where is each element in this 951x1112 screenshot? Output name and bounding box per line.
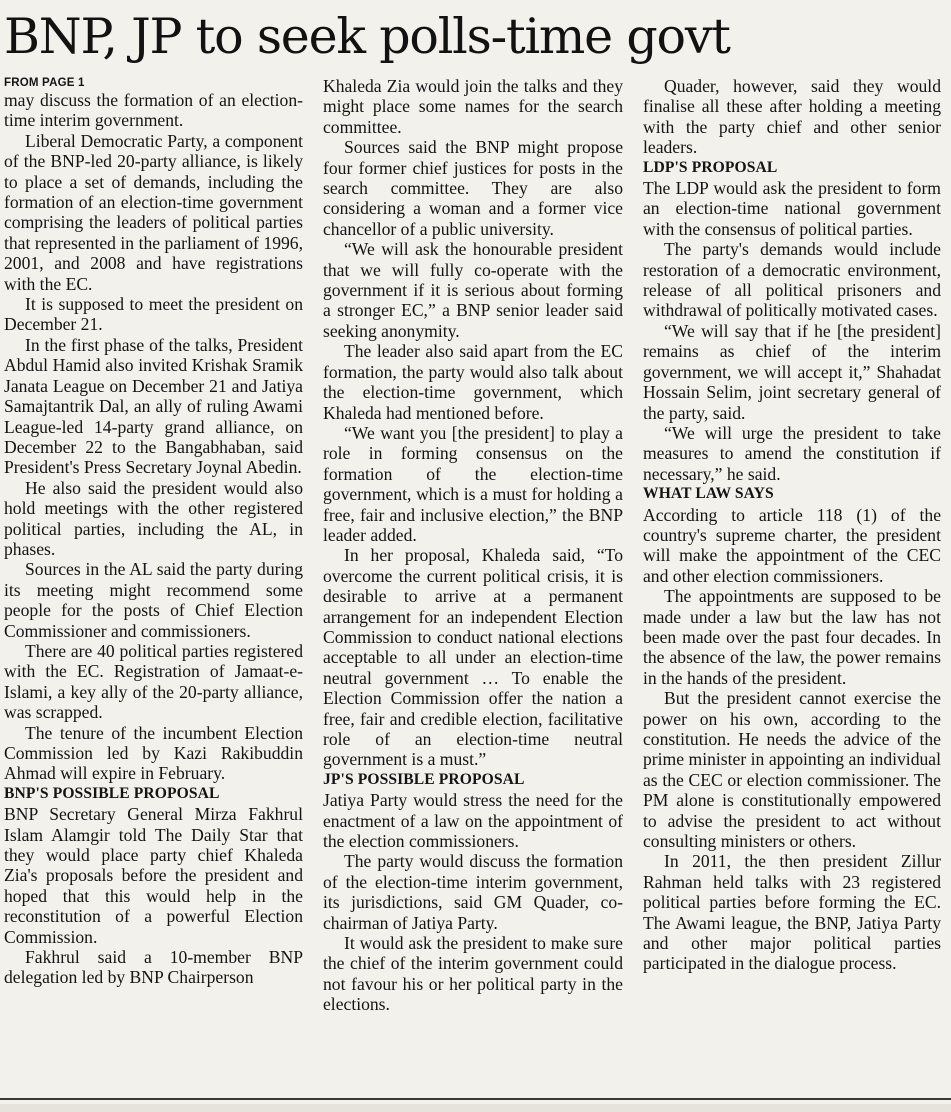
article-paragraph: “We will ask the honourable president that we will fully co-operate with the government if it is serious about forming a stronger EC,” a BNP senior leader said seeking anonymity. <box>323 239 623 341</box>
article-paragraph: “We will say that if he [the president] remains as chief of the interim government, we will accept it,” Shahadat Hossain Selim, joint secretary general of the party, said. <box>643 320 941 423</box>
bottom-strip <box>0 1104 951 1112</box>
article-paragraph: “We want you [the president] to play a role in forming consensus on the formation of the election-time government, which is a must for holding a free, fair and inclusive election,” the BNP leader added. <box>323 422 623 545</box>
bottom-rule <box>0 1098 951 1100</box>
article-paragraph: In the first phase of the talks, President Abdul Hamid also invited Krishak Sramik Janata League on December 21 and Jatiya Samajtantrik Dal, an ally of ruling Awami League-led 14-party grand alliance, on December 22 to the Bangabhaban, said President's Press Secretary Joynal Abedin. <box>4 334 303 478</box>
article-paragraph: There are 40 political parties registered with the EC. Registration of Jamaat-e-Islami, a key ally of the 20-party alliance, was scrapped. <box>4 640 303 723</box>
article-column-3 <box>643 76 941 1091</box>
section-subhead: JP'S POSSIBLE PROPOSAL <box>323 770 525 788</box>
article-paragraph: It would ask the president to make sure the chief of the interim government could not favour his or her political party in the elections. <box>323 933 623 1015</box>
article-paragraph: Quader, however, said they would finalise all these after holding a meeting with the party chief and other senior leaders. <box>643 76 941 158</box>
article-paragraph: Sources in the AL said the party during its meeting might recommend some people for the posts of Chief Election Commissioner and commissioners. <box>4 559 303 641</box>
article-paragraph: Jatiya Party would stress the need for the enactment of a law on the appointment of the election commissioners. <box>323 790 623 852</box>
article-paragraph: But the president cannot exercise the power on his own, according to the constitution. He needs the advice of the prime minister in appointing an individual as the CEC or election commissioner. The PM alone is constitutionally empowered to advise the president to act without consulting ministers or others. <box>643 688 941 852</box>
article-paragraph: The tenure of the incumbent Election Commission led by Kazi Rakibuddin Ahmad will expire in February. <box>4 722 303 784</box>
article-column-2 <box>323 76 623 1091</box>
article-paragraph: The LDP would ask the president to form an election-time national government with the consensus of political parties. <box>643 178 941 239</box>
article-column-1 <box>4 76 303 1091</box>
article-paragraph: “We will urge the president to take measures to amend the constitution if necessary,” he said. <box>643 422 941 484</box>
article-paragraph: The party would discuss the formation of the election-time interim government, its jurisdictions, said GM Quader, co-chairman of Jatiya Party. <box>323 851 623 933</box>
article-paragraph: In 2011, the then president Zillur Rahman held talks with 23 registered political parties before forming the EC. The Awami league, the BNP, Jatiya Party and other major political parties participated in the dialogue process. <box>643 851 941 974</box>
article-paragraph: The appointments are supposed to be made under a law but the law has not been made over the past four decades. In the absence of the law, the power remains in the hands of the president. <box>643 586 941 688</box>
article-paragraph: He also said the president would also hold meetings with the other registered political parties, including the AL, in phases. <box>4 477 303 559</box>
headline: BNP, JP to seek polls-time govt <box>4 8 730 65</box>
article-paragraph: The party's demands would include restoration of a democratic environment, release of all political prisoners and withdrawal of politically motivated cases. <box>643 239 941 321</box>
section-subhead: LDP'S PROPOSAL <box>643 158 778 176</box>
article-paragraph: According to article 118 (1) of the country's supreme charter, the president will make the appointment of the CEC and other election commissioners. <box>643 504 941 586</box>
article-paragraph: Sources said the BNP might propose four former chief justices for posts in the search committee. They are also considering a woman and a former vice chancellor of a public university. <box>323 137 623 239</box>
section-subhead: WHAT LAW SAYS <box>643 485 774 503</box>
section-subhead: BNP'S POSSIBLE PROPOSAL <box>4 784 220 802</box>
article-paragraph: Khaleda Zia would join the talks and they might place some names for the search committee. <box>323 76 623 137</box>
article-paragraph: BNP Secretary General Mirza Fakhrul Islam Alamgir told The Daily Star that they would place party chief Khaleda Zia's proposals before the president and hoped that this would help in the reconstitution of a powerful Election Commission. <box>4 804 303 947</box>
article-paragraph: Fakhrul said a 10-member BNP delegation led by BNP Chairperson <box>4 947 303 988</box>
article-paragraph: Liberal Democratic Party, a component of the BNP-led 20-party alliance, is likely to place a set of demands, including the formation of an election-time government comprising the leaders of political parties that represented in the parliament of 1996, 2001, and 2008 and have registrations with the EC. <box>4 130 303 294</box>
article-paragraph: may discuss the formation of an election-time interim government. <box>4 90 303 131</box>
article-paragraph: In her proposal, Khaleda said, “To overcome the current political crisis, it is desirable to arrive at a permanent arrangement for an independent Election Commission to conduct national elections acceptable to all under an election-time neutral government … To enable the Election Commission offer the nation a free, fair and credible election, facilitative role of an election-time neutral government is a must.” <box>323 545 623 770</box>
article-paragraph: It is supposed to meet the president on December 21. <box>4 294 303 335</box>
kicker-from-page: FROM PAGE 1 <box>4 77 85 89</box>
article-paragraph: The leader also said apart from the EC formation, the party would also talk about the election-time government, which Khaleda had mentioned before. <box>323 341 623 423</box>
